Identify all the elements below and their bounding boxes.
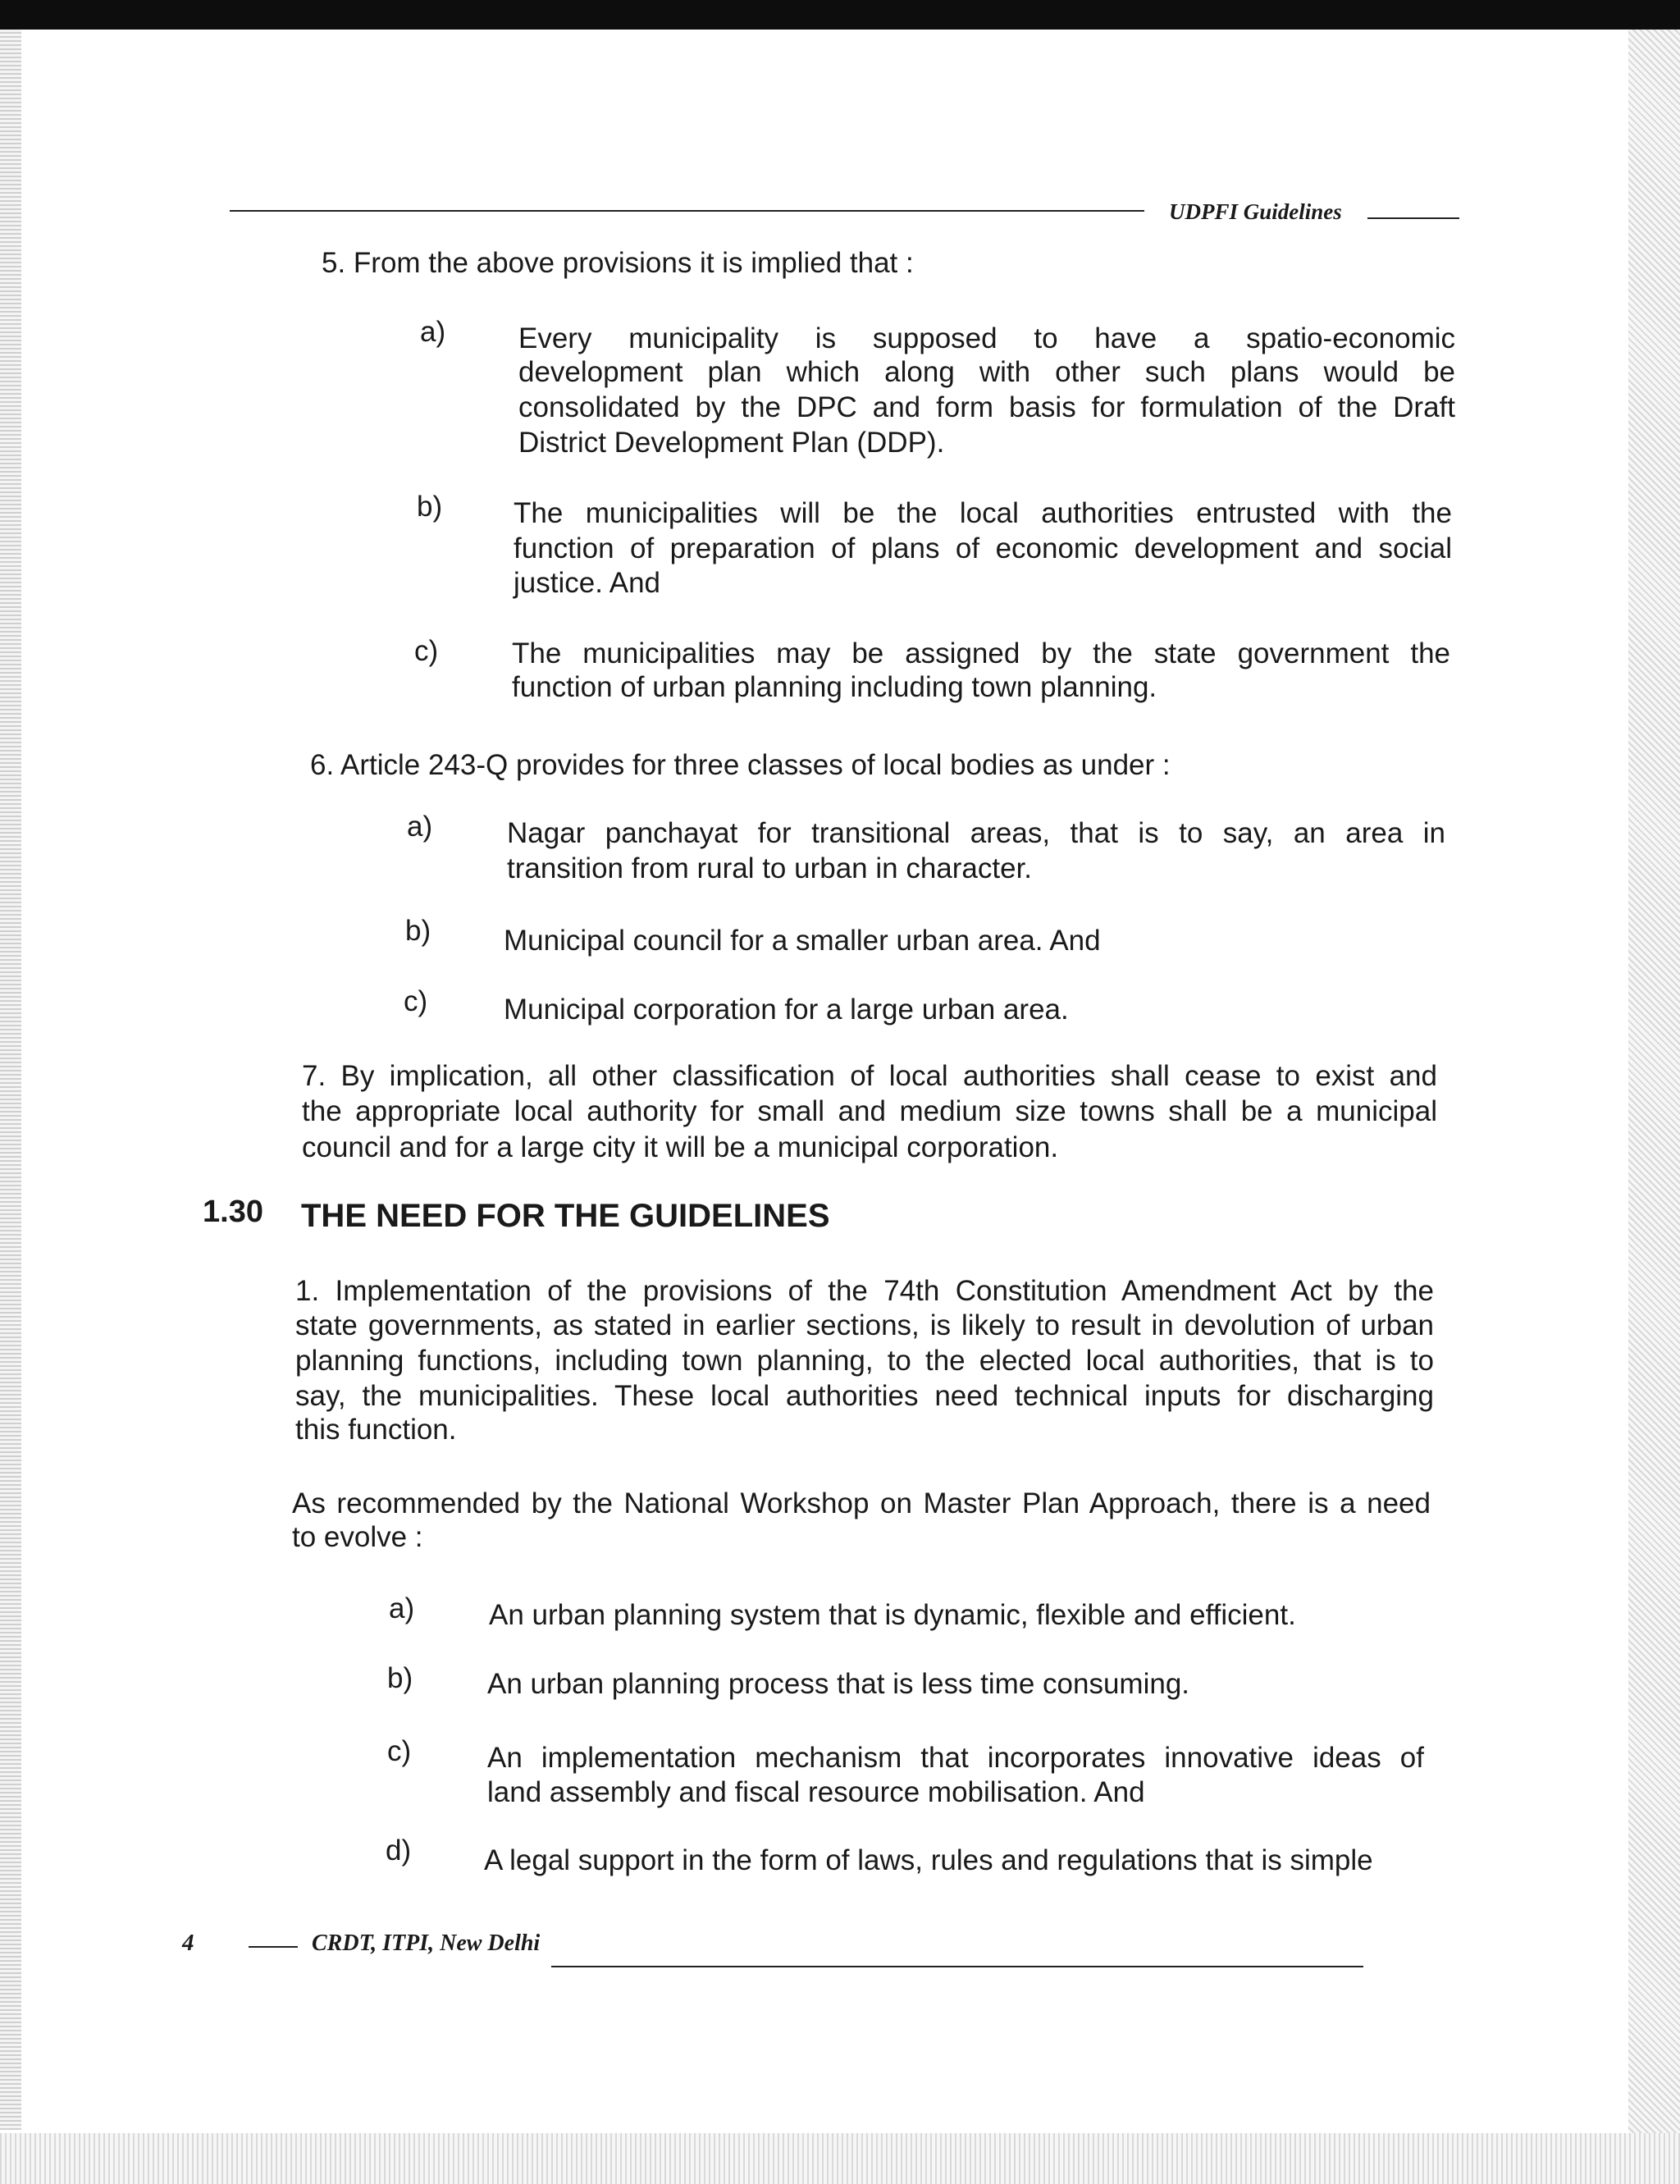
item-5c-label: c) (414, 635, 439, 667)
item-need-a-label: a) (389, 1592, 415, 1624)
item-need-c-label: c) (387, 1735, 412, 1767)
section-number: 1.30 (203, 1195, 263, 1229)
paragraph-7-line-3: council and for a large city it will be a municipal corporation. (302, 1131, 1059, 1163)
item-5a-line-3: consolidated by the DPC and form basis for formulation of the Draft (518, 391, 1455, 423)
item-6a-label: a) (407, 811, 433, 843)
page-number: 4 (182, 1930, 194, 1956)
item-6c-line-1: Municipal corporation for a large urban area. (504, 994, 1069, 1026)
scan-top-border (0, 0, 1680, 30)
item-6c-label: c) (404, 985, 428, 1017)
item-5c-line-1: The municipalities may be assigned by the state government the (512, 637, 1450, 669)
section-p1-line-5: this function. (295, 1414, 457, 1446)
item-need-b-line-1: An urban planning process that is less time consuming. (487, 1668, 1190, 1700)
item-need-d-line-1: A legal support in the form of laws, rules and regulations that is simple (484, 1844, 1373, 1876)
item-6a-line-2: transition from rural to urban in character. (507, 852, 1033, 884)
item-5a-line-1: Every municipality is supposed to have a spatio-economic (518, 322, 1455, 354)
header-rule (230, 210, 1144, 212)
paragraph-6-intro: 6. Article 243-Q provides for three classes of local bodies as under : (310, 749, 1171, 781)
header-rule-tail (1367, 217, 1459, 219)
item-need-a-line-1: An urban planning system that is dynamic, flexible and efficient. (489, 1599, 1296, 1631)
section-p1-line-4: say, the municipalities. These local authorities need technical inputs for discharging (295, 1380, 1434, 1412)
item-need-c-line-2: land assembly and fiscal resource mobilisation. And (487, 1776, 1145, 1808)
item-need-d-label: d) (386, 1834, 412, 1866)
item-5c-line-2: function of urban planning including town planning. (512, 671, 1157, 703)
footer-text: CRDT, ITPI, New Delhi (312, 1930, 541, 1956)
item-5b-line-3: justice. And (514, 567, 660, 599)
item-5a-line-4: District Development Plan (DDP). (518, 427, 945, 459)
section-p1-line-1: 1. Implementation of the provisions of the 74th Constitution Amendment Act by the (295, 1275, 1434, 1307)
item-6b-line-1: Municipal council for a smaller urban area. And (504, 925, 1101, 957)
item-5a-line-2: development plan which along with other such plans would be (518, 356, 1455, 388)
section-p1-line-3: planning functions, including town planning, to the elected local authorities, that is to (295, 1345, 1434, 1377)
scan-right-edge (1628, 30, 1680, 2184)
item-need-b-label: b) (387, 1662, 413, 1694)
footer-dash (249, 1946, 298, 1948)
paragraph-7-line-1: 7. By implication, all other classification of local authorities shall cease to exist and (302, 1060, 1437, 1092)
footer-rule (551, 1966, 1363, 1967)
item-5a-label: a) (420, 316, 446, 348)
paragraph-5-intro: 5. From the above provisions it is implied that : (322, 247, 914, 279)
paragraph-7-line-2: the appropriate local authority for small and medium size towns shall be a municipal (302, 1095, 1437, 1127)
item-need-c-line-1: An implementation mechanism that incorporates innovative ideas of (487, 1742, 1424, 1774)
scan-bottom-edge (0, 2133, 1680, 2184)
section-title: THE NEED FOR THE GUIDELINES (301, 1198, 830, 1234)
section-p1-line-2: state governments, as stated in earlier sections, is likely to result in devolution of urban (295, 1309, 1434, 1341)
item-5b-line-2: function of preparation of plans of economic development and social (514, 532, 1452, 564)
item-5b-line-1: The municipalities will be the local authorities entrusted with the (514, 497, 1452, 529)
running-header: UDPFI Guidelines (1169, 199, 1342, 224)
scan-left-edge (0, 30, 21, 2130)
item-6a-line-1: Nagar panchayat for transitional areas, that is to say, an area in (507, 817, 1445, 849)
item-6b-label: b) (405, 915, 431, 947)
section-p2-line-2: to evolve : (292, 1521, 423, 1553)
item-5b-label: b) (417, 491, 443, 523)
section-p2-line-1: As recommended by the National Workshop on Master Plan Approach, there is a need (292, 1487, 1431, 1519)
